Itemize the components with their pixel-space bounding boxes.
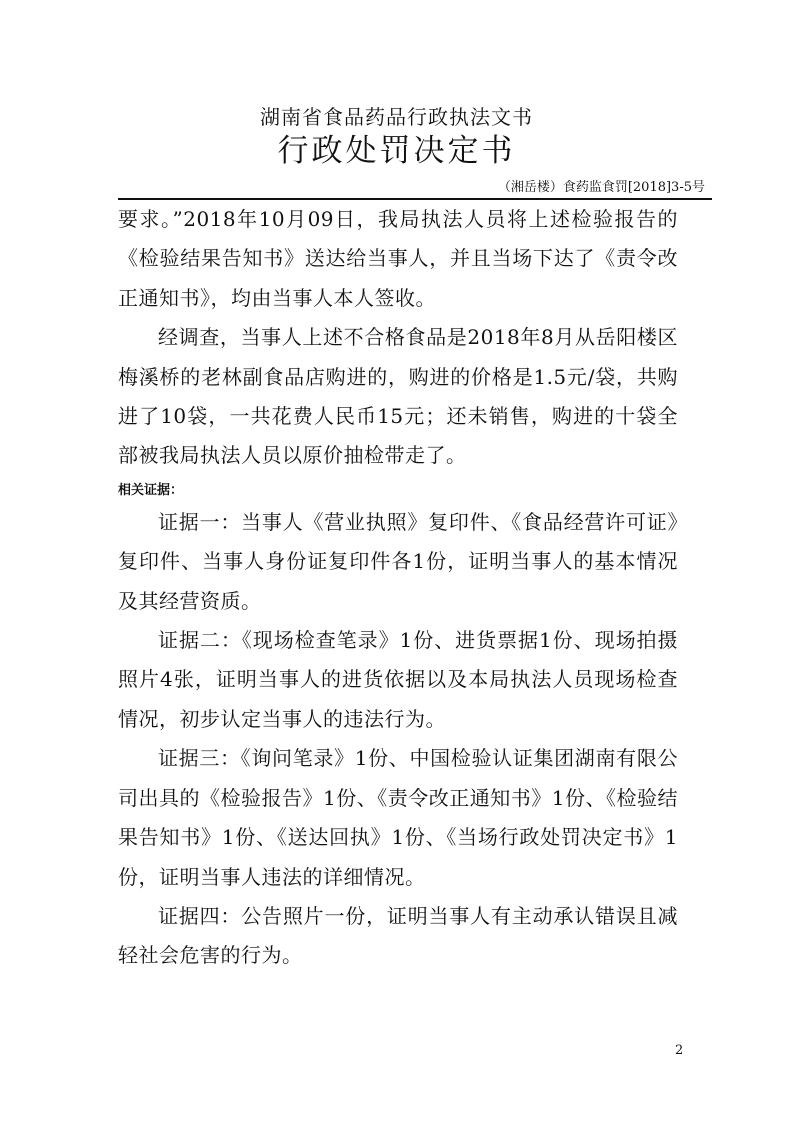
paragraph-service-of-notices: 要求。”2018年10月09日，我局执法人员将上述检验报告的《检验结果告知书》送达给当事人，并且当场下达了《责令改正通知书》，均由当事人本人签收。: [118, 207, 678, 310]
page-number: 2: [675, 1043, 684, 1058]
evidence-item-3: 证据三：《询问笔录》1份、中国检验认证集团湖南有限公司出具的《检验报告》1份、《责令改正通知书》1份、《检验结果告知书》1份、《送达回执》1份、《当场行政处罚决定书》1份，证明当事人违法的详细情况。: [118, 746, 678, 889]
evidence-section-label: 相关证据：: [118, 482, 184, 498]
paragraph-investigation: 经调查，当事人上述不合格食品是2018年8月从岳阳楼区梅溪桥的老林副食品店购进的，购进的价格是1.5元/袋，共购进了10袋，一共花费人民币15元；还未销售，购进的十袋全部被我局执法人员以原价抽检带走了。: [118, 325, 678, 468]
document-number: （湘岳楼）食药监食罚[2018]3-5号: [497, 180, 705, 195]
agency-heading: 湖南省食品药品行政执法文书: [260, 105, 533, 129]
evidence-item-1: 证据一：当事人《营业执照》复印件、《食品经营许可证》复印件、当事人身份证复印件各1份，证明当事人的基本情况及其经营资质。: [118, 509, 678, 613]
document-body: [118, 200, 678, 976]
evidence-item-2: 证据二：《现场检查笔录》1份、进货票据1份、现场拍摄照片4张，证明当事人的进货依据以及本局执法人员现场检查情况，初步认定当事人的违法行为。: [118, 628, 678, 731]
document-title: 行政处罚决定书: [277, 133, 516, 169]
evidence-item-4: 证据四：公告照片一份，证明当事人有主动承认错误且减轻社会危害的行为。: [118, 903, 678, 968]
